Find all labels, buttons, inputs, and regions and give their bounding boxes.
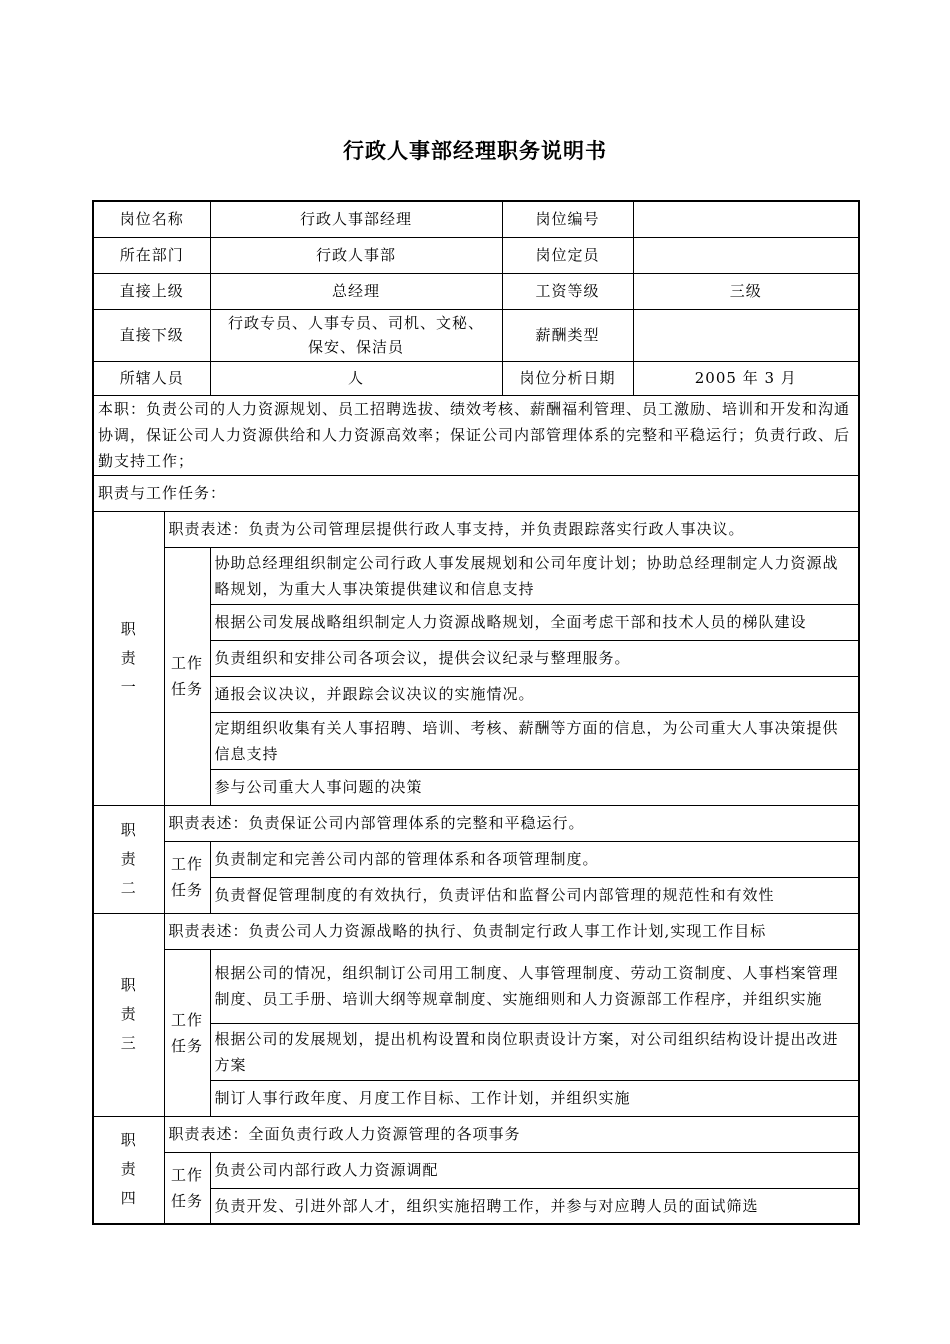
duty-3-statement-row: [93, 913, 859, 949]
duty-2-task-row: [93, 841, 859, 877]
duty-2-task-label: 工作 任务: [164, 841, 210, 913]
superior-value: 总经理: [210, 273, 502, 309]
duty-4-task-label: 工作 任务: [164, 1152, 210, 1224]
headcount-value: [633, 237, 859, 273]
summary-row: [93, 395, 859, 475]
headcount-label: 岗位定员: [502, 237, 633, 273]
duty-1-task-6: 参与公司重大人事问题的决策: [210, 769, 859, 805]
info-row-department: [93, 237, 859, 273]
subordinates-label: 直接下级: [93, 309, 210, 361]
salary-grade-value: 三级: [633, 273, 859, 309]
duty-3-task-2: 根据公司的发展规划，提出机构设置和岗位职责设计方案，对公司组织结构设计提出改进方案: [210, 1023, 859, 1080]
position-name-label: 岗位名称: [93, 201, 210, 237]
pay-type-label: 薪酬类型: [502, 309, 633, 361]
duty-4-statement: 职责表述：全面负责行政人力资源管理的各项事务: [164, 1116, 859, 1152]
duty-2-statement-row: [93, 805, 859, 841]
duty-1-task-4: 通报会议决议，并跟踪会议决议的实施情况。: [210, 676, 859, 712]
duty-1-label: 职 责 一: [93, 511, 164, 805]
position-code-value: [633, 201, 859, 237]
duty-1-task-label: 工作 任务: [164, 547, 210, 805]
duty-3-statement: 职责表述：负责公司人力资源战略的执行、负责制定行政人事工作计划,实现工作目标: [164, 913, 859, 949]
duty-1-task-1: 协助总经理组织制定公司行政人事发展规划和公司年度计划；协助总经理制定人力资源战略规划，为重大人事决策提供建议和信息支持: [210, 547, 859, 604]
duty-1-task-2: 根据公司发展战略组织制定人力资源战略规划，全面考虑干部和技术人员的梯队建设: [210, 604, 859, 640]
salary-grade-label: 工资等级: [502, 273, 633, 309]
duty-2-task-2: 负责督促管理制度的有效执行，负责评估和监督公司内部管理的规范性和有效性: [210, 877, 859, 913]
staff-label: 所辖人员: [93, 361, 210, 395]
pay-type-value: [633, 309, 859, 361]
analysis-date-label: 岗位分析日期: [502, 361, 633, 395]
info-row-subordinates: [93, 309, 859, 361]
duty-3-task-1: 根据公司的情况，组织制订公司用工制度、人事管理制度、劳动工资制度、人事档案管理制度、员工手册、培训大纲等规章制度、实施细则和人力资源部工作程序，并组织实施: [210, 949, 859, 1023]
info-row-staff: [93, 361, 859, 395]
subordinates-value: 行政专员、人事专员、司机、文秘、保安、保洁员: [210, 309, 502, 361]
duty-3-task-label: 工作 任务: [164, 949, 210, 1116]
duty-1-task-row: [93, 547, 859, 604]
duties-header: 职责与工作任务：: [93, 475, 859, 511]
duty-2-task-1: 负责制定和完善公司内部的管理体系和各项管理制度。: [210, 841, 859, 877]
duty-4-task-2: 负责开发、引进外部人才，组织实施招聘工作，并参与对应聘人员的面试筛选: [210, 1188, 859, 1224]
duty-2-statement: 职责表述：负责保证公司内部管理体系的完整和平稳运行。: [164, 805, 859, 841]
duty-3-task-row: [93, 949, 859, 1023]
duty-3-task-3: 制订人事行政年度、月度工作目标、工作计划，并组织实施: [210, 1080, 859, 1116]
duty-4-label: 职 责 四: [93, 1116, 164, 1224]
duty-1-task-5: 定期组织收集有关人事招聘、培训、考核、薪酬等方面的信息，为公司重大人事决策提供信息支持: [210, 712, 859, 769]
job-description-table: [92, 200, 860, 1225]
department-label: 所在部门: [93, 237, 210, 273]
superior-label: 直接上级: [93, 273, 210, 309]
position-code-label: 岗位编号: [502, 201, 633, 237]
duty-1-statement-row: [93, 511, 859, 547]
position-name-value: 行政人事部经理: [210, 201, 502, 237]
duty-1-statement: 职责表述：负责为公司管理层提供行政人事支持，并负责跟踪落实行政人事决议。: [164, 511, 859, 547]
staff-value: 人: [210, 361, 502, 395]
duty-3-label: 职 责 三: [93, 913, 164, 1116]
duty-4-task-row: [93, 1152, 859, 1188]
duty-2-label: 职 责 二: [93, 805, 164, 913]
job-summary: 本职：负责公司的人力资源规划、员工招聘选拔、绩效考核、薪酬福利管理、员工激励、培训和开发和沟通协调，保证公司人力资源供给和人力资源高效率；保证公司内部管理体系的完整和平稳运行；负责行政、后勤支持工作；: [93, 395, 859, 475]
duty-4-task-1: 负责公司内部行政人力资源调配: [210, 1152, 859, 1188]
page-title: 行政人事部经理职务说明书: [343, 139, 607, 163]
analysis-date-value: 2005 年 3 月: [633, 361, 859, 395]
department-value: 行政人事部: [210, 237, 502, 273]
duty-1-task-3: 负责组织和安排公司各项会议，提供会议纪录与整理服务。: [210, 640, 859, 676]
duties-header-row: [93, 475, 859, 511]
info-row-position-name: [93, 201, 859, 237]
duty-4-statement-row: [93, 1116, 859, 1152]
info-row-superior: [93, 273, 859, 309]
